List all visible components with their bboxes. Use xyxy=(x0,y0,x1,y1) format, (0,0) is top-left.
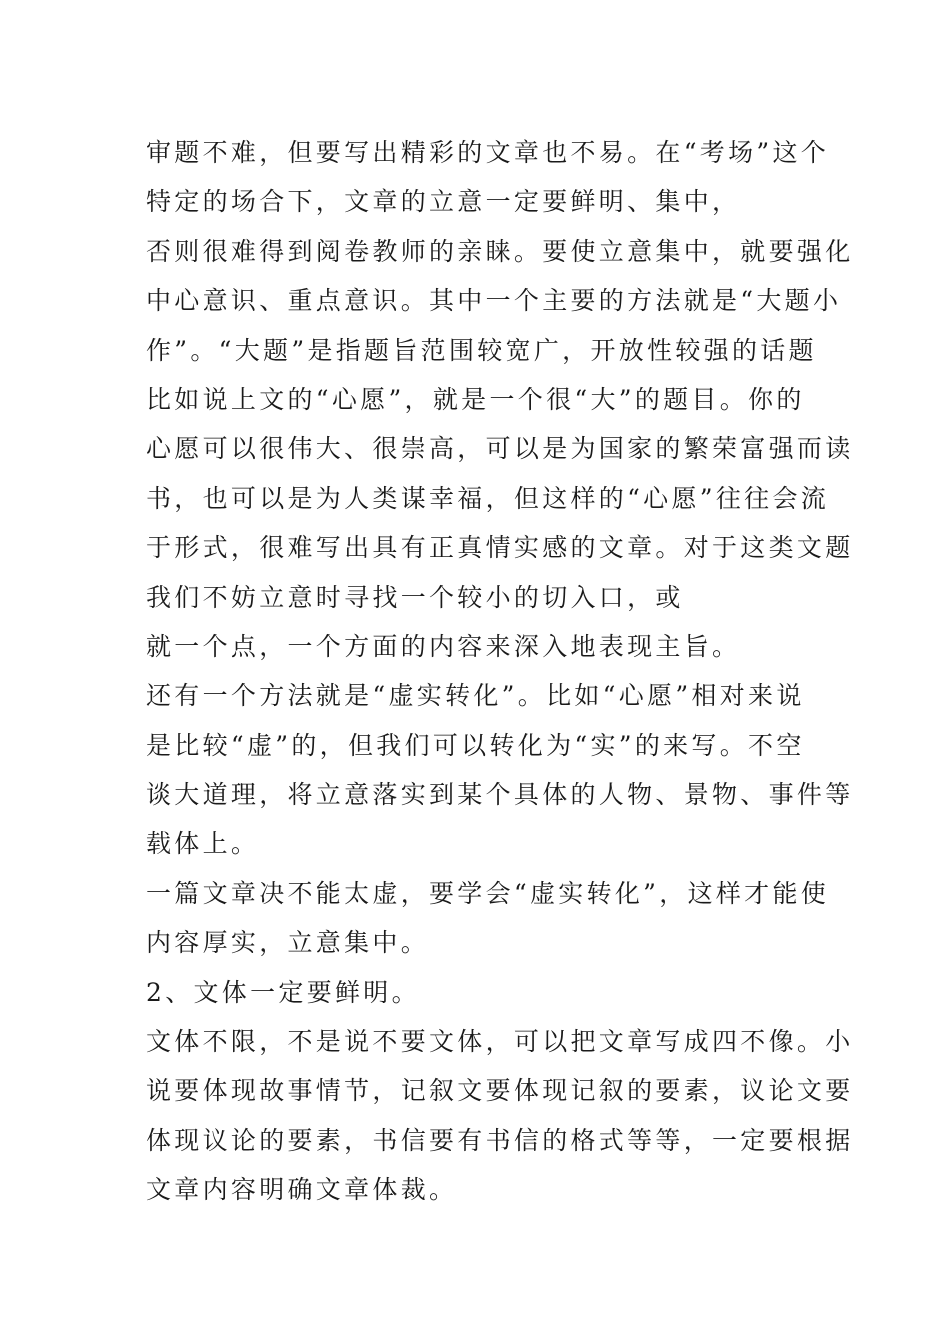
section-heading: 2、文体一定要鲜明。 xyxy=(146,977,420,1007)
text-line: 比如说上文的“心愿”，就是一个很“大”的题目。你的 xyxy=(146,384,805,414)
text-line: 我们不妨立意时寻找一个较小的切入口，或 xyxy=(146,582,684,612)
text-line: 文体不限，不是说不要文体，可以把文章写成四不像。小 xyxy=(146,1027,854,1057)
text-line: 内容厚实，立意集中。 xyxy=(146,928,430,958)
text-line: 还有一个方法就是“虚实转化”。比如“心愿”相对来说 xyxy=(146,681,805,711)
text-line: 作”。“大题”是指题旨范围较宽广，开放性较强的话题 xyxy=(146,335,817,365)
text-line: 中心意识、重点意识。其中一个主要的方法就是“大题小 xyxy=(146,286,842,316)
text-line: 审题不难，但要写出精彩的文章也不易。在“考场”这个 xyxy=(146,138,830,167)
text-line: 于形式，很难写出具有正真情实感的文章。对于这类文题 xyxy=(146,533,854,563)
text-line: 就一个点，一个方面的内容来深入地表现主旨。 xyxy=(146,631,741,661)
text-line: 否则很难得到阅卷教师的亲睐。要使立意集中，就要强化 xyxy=(146,236,854,266)
text-line: 心愿可以很伟大、很崇高，可以是为国家的繁荣富强而读 xyxy=(146,434,854,464)
text-line: 文章内容明确文章体裁。 xyxy=(146,1175,458,1205)
text-line: 是比较“虚”的，但我们可以转化为“实”的来写。不空 xyxy=(146,730,805,760)
text-line: 体现议论的要素，书信要有书信的格式等等，一定要根据 xyxy=(146,1125,854,1155)
text-line: 载体上。 xyxy=(146,829,260,859)
text-line: 说要体现故事情节，记叙文要体现记叙的要素，议论文要 xyxy=(146,1076,854,1106)
body-text xyxy=(146,128,854,1215)
text-line: 谈大道理，将立意落实到某个具体的人物、景物、事件等 xyxy=(146,780,854,810)
text-line: 一篇文章决不能太虚，要学会“虚实转化”，这样才能使 xyxy=(146,878,830,908)
text-line: 书，也可以是为人类谋幸福，但这样的“心愿”往往会流 xyxy=(146,483,830,513)
text-line: 特定的场合下，文章的立意一定要鲜明、集中， xyxy=(146,187,741,217)
